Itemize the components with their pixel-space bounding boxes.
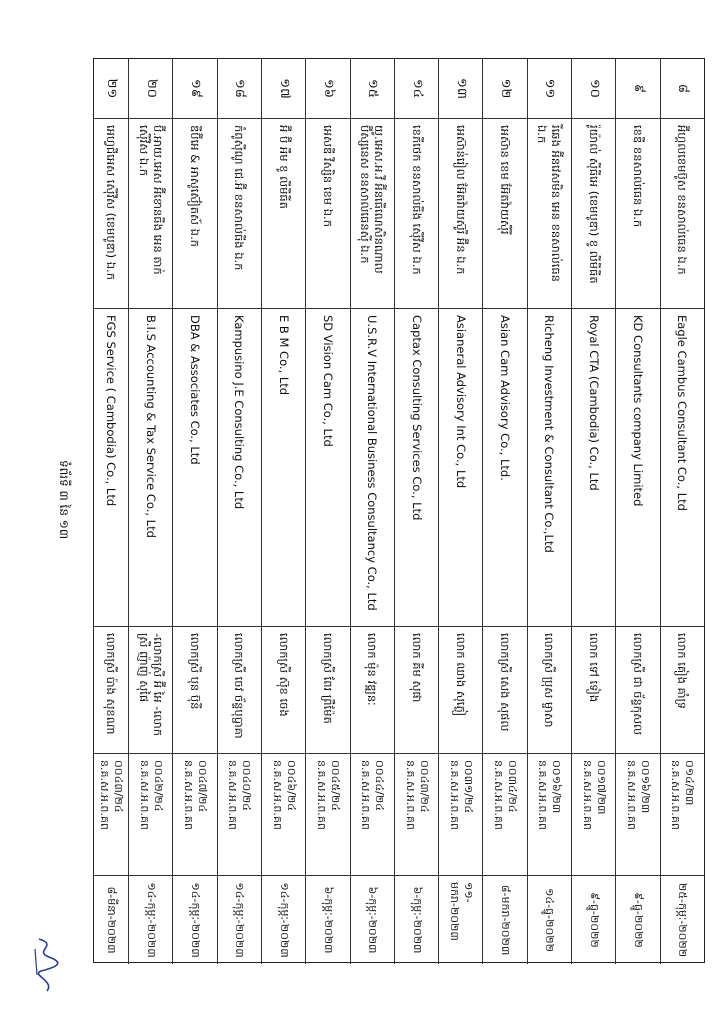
- row-number: ១៦: [305, 59, 349, 119]
- row-number: ១២: [482, 59, 526, 119]
- issue-date: ១៤-កុម្ភៈ-២០២៣: [261, 876, 305, 964]
- signature-icon: [27, 935, 67, 995]
- owner-name: លោក ឈាង សុភ្លៀ: [438, 627, 482, 754]
- english-company-name: SD Vision Cam Co., Ltd: [305, 309, 349, 627]
- owner-name: លោកស្រី ស៊ុខ ចេង: [261, 627, 305, 754]
- license-number: ០០៤៣/២៤ ន.គ.ស.អ.ព.គព: [394, 754, 438, 876]
- issue-date: ៩-ធ្នូ-២០២២: [571, 876, 615, 964]
- owner-name: លោកស្រី បុន ប៊ុនី: [172, 627, 216, 754]
- khmer-company-name: យូ.អេស.អ.វី អ៊ីនធើណេសិនណាល ប៊ីស្សនេស ខនសាល់ធេនស៊ី ឯ.ក: [350, 119, 394, 309]
- owner-name: លោកស្រី ប៉ាង សុខណា: [94, 627, 128, 754]
- row-number: ៩: [615, 59, 659, 119]
- issue-date: ៨-មករា-២០២៣: [482, 876, 526, 964]
- english-company-name: Asian Cam Advisory Co., Ltd.: [482, 309, 526, 627]
- issue-date: ៨-មីនា-២០២៣: [105, 886, 118, 954]
- owner-name: លោក គៀង គាំទ្រ: [660, 627, 704, 754]
- khmer-company-name: រីឆេង អ៊ីនវេសមិន អេន ខនសាល់ធេន ឯ.ក: [527, 119, 571, 309]
- row-number: ១៨: [217, 59, 261, 119]
- row-number: ២០: [128, 59, 172, 119]
- license-number: ០០៤២/២៤ ន.គ.ស.អ.ព.គព: [128, 754, 172, 876]
- issue-date: ៦-កុម្ភៈ-២០២៣: [394, 876, 438, 964]
- english-company-name: Asianeral Advisory Int Co., Ltd: [438, 309, 482, 627]
- owner-name: លោកស្រី ប្រុស ម្ចាសា: [527, 627, 571, 754]
- khmer-company-name: អ៊ី ប៊ី អឹម ខូ លីមីធីត: [261, 119, 305, 309]
- khmer-company-name: ខេឌី ខនសាល់ធេន ឯ.ក: [615, 119, 659, 309]
- owner-name: លោក គីម សុផា: [394, 627, 438, 754]
- khmer-company-name: កំពូស៊ីណូ ជេ.អ៊ី ខនសាល់ធីង ឯ.ក: [217, 119, 261, 309]
- license-number: ០០១៦/២៣ ន.គ.ស.អ.ព.គព: [527, 754, 571, 876]
- license-number: ០០៤០/២៤ ន.គ.ស.អ.ព.គព: [217, 754, 261, 876]
- row-number: ១៥: [350, 59, 394, 119]
- khmer-company-name: អេស៊ាន់រៀល អ៊ែតវ៉ាយស៊ូរី អ៊ីន ឯ.ក: [438, 119, 482, 309]
- row-number: ២១: [94, 59, 128, 119]
- license-number: ០០១៦/២៣ ន.គ.ស.អ.ព.គព: [615, 754, 659, 876]
- khmer-company-name: អ៊ីហ្គលខេមប៊ូស ខនសាល់ធេន ឯ.ក: [660, 119, 704, 309]
- owner-name: លោកស្រី ជា ច័ន្ទកុសល: [615, 627, 659, 754]
- english-company-name: Royal CTA (Cambodia) Co., Ltd: [571, 309, 615, 627]
- row-number: ១៩: [172, 59, 216, 119]
- issue-date: ៩-ធ្នូ-២០២២: [615, 876, 659, 964]
- license-number: ០០៣១/២៤ ន.គ.ស.អ.ព.គព: [438, 754, 482, 876]
- owner-name: -លោកស្រី អ៊ី អៃ -លោកស្រី ញ៉ាញ់ សុផៃ: [128, 627, 172, 754]
- license-number: ០០៣៤/២៤ ន.គ.ស.អ.ព.គព: [482, 754, 526, 876]
- english-company-name: E B M Co., Ltd: [261, 309, 305, 627]
- row-number: ១០: [571, 59, 615, 119]
- khmer-company-name: ឌីប៊ីអេ & អាសូស៊ៀតស៍ ឯ.ក: [172, 119, 216, 309]
- row-number: ១៤: [394, 59, 438, 119]
- row-number: ១៧: [261, 59, 305, 119]
- owner-name: លោកស្រី ចេវ ច័ន្ទបុប្ផាគា: [217, 627, 261, 754]
- khmer-company-name: ប៊ី.អាយ.អេស អ៊ីខោនធីង អេន តាក់ ស៊ើវីស ឯ.ក: [128, 119, 172, 309]
- english-company-name: KD Consultants company Limited: [615, 309, 659, 627]
- license-table: [93, 58, 705, 963]
- english-company-name: DBA & Associates Co., Ltd: [172, 309, 216, 627]
- khmer-company-name: ខេភីថេក ខនសាល់ធីង ស៊ើវីស ឯ.ក: [394, 119, 438, 309]
- issue-date: ១៤-កុម្ភៈ-២០២៣: [217, 876, 261, 964]
- khmer-company-name: អេសឌី វីស្សិន ខេម ឯ.ក: [305, 119, 349, 309]
- license-number: ០០៤៤/២៤ ន.គ.ស.អ.ព.គព: [350, 754, 394, 876]
- issue-date: ២៥-កុម្ភៈ-២០២២: [660, 876, 704, 964]
- license-number: ០១៤/២៣ ន.គ.ស.អ.ព.គព: [660, 754, 704, 876]
- english-company-name: Eagle Cambus Consultant Co., Ltd: [660, 309, 704, 627]
- license-number: ០០៤៦/២៤ ន.គ.ស.អ.ព.គព: [261, 754, 305, 876]
- row-number: ៨: [660, 59, 704, 119]
- khmer-company-name: រ៉ូយ៉ាល់ ស៊ីធីអេ (ខេមបូឌា) ខូ លីមីធីត: [571, 119, 615, 309]
- license-number: ០០៤៥/២៤ ន.គ.ស.អ.ព.គព: [305, 754, 349, 876]
- english-company-name: U.S.R.V International Business Consultancy Co., Ltd: [350, 309, 394, 627]
- license-number: ០០៤៣/២៤ ន.គ.ស.អ.ព.គព: [94, 754, 128, 876]
- owner-name: លោកស្រី ពែរ ព្រឹម៉ែត: [305, 627, 349, 754]
- english-company-name: Captax Consulting Services Co., Ltd: [394, 309, 438, 627]
- english-company-name: Kampusino J.E Consulting Co., Ltd: [217, 309, 261, 627]
- issue-date: ៦-កុម្ភៈ-២០២៣: [305, 876, 349, 964]
- issue-date: ១១-មករា-២០២៣: [438, 876, 482, 964]
- issue-date: ១៤-កុម្ភៈ-២០២៣: [172, 876, 216, 964]
- khmer-company-name: អេស៊ាន ខេម អ៊ែតវ៉ាយស៊ឺរី: [482, 119, 526, 309]
- issue-date: ៦-កុម្ភៈ-២០២៣: [350, 876, 394, 964]
- license-number: ០០៤៧/២៤ ន.គ.ស.អ.ព.គព: [172, 754, 216, 876]
- owner-name: លោក ទៅ ទៀង: [571, 627, 615, 754]
- khmer-company-name: អេហ្វជីអេស ស៊ើវីស (ខេមបូឌា) ឯ.ក: [94, 119, 128, 309]
- issue-date: ១៤-ធ្នូ-២០២២: [527, 876, 571, 964]
- owner-name: លោក ម៉ុន វឌ្ឍនៈ: [350, 627, 394, 754]
- license-number: ០០១៧/២៣ ន.គ.ស.អ.ព.គព: [571, 754, 615, 876]
- issue-date: ១៤-កុម្ភៈ-២០២៣: [128, 876, 172, 964]
- english-company-name: FGS Service ( Cambodia) Co., Ltd: [94, 309, 128, 627]
- row-number: ១៣: [438, 59, 482, 119]
- english-company-name: Richeng Investment & Consultant Co.,Ltd: [527, 309, 571, 627]
- owner-name: លោកស្រី សេង សុផល: [482, 627, 526, 754]
- row-number: ១១: [527, 59, 571, 119]
- page-number: ទំព័រទី ៣ នៃ ១៣: [57, 460, 71, 540]
- english-company-name: B.I.S Accounting & Tax Service Co., Ltd: [128, 309, 172, 627]
